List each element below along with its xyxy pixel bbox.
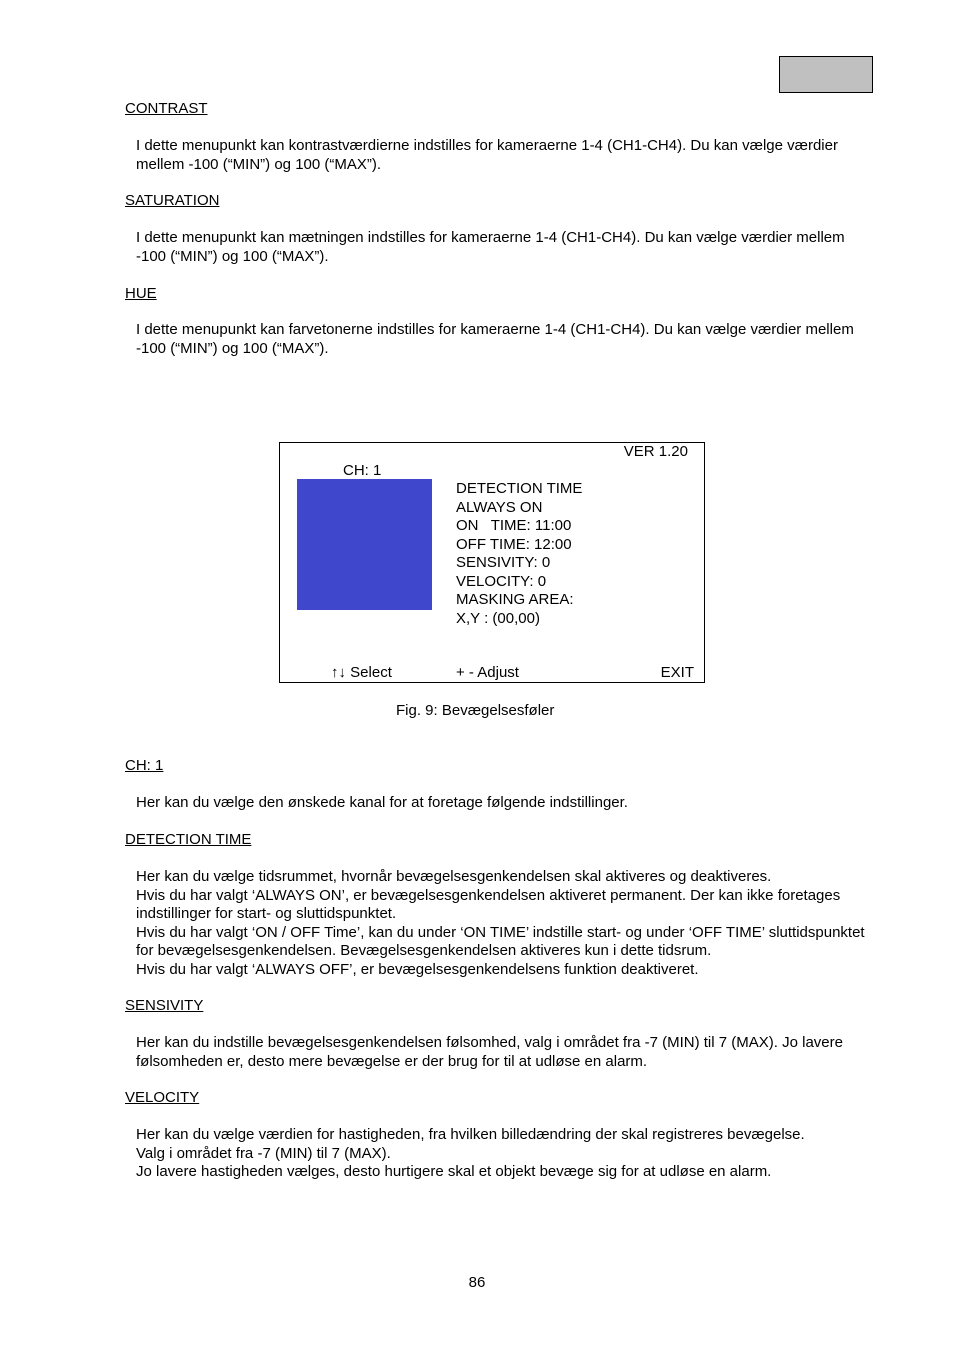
osd-footer-exit: EXIT — [660, 664, 694, 681]
heading-sensivity: SENSIVITY — [125, 997, 204, 1014]
osd-footer-adjust: + - Adjust — [456, 664, 519, 681]
saturation-text: I dette menupunkt kan mætningen indstilles for kameraerne 1-4 (CH1-CH4). Du kan vælge værdier mellem -100 (“MIN”) og 100 (“MAX”). — [136, 229, 845, 265]
osd-motion-detection-screen — [279, 442, 705, 683]
osd-footer-select: ↑↓ Select — [331, 664, 392, 681]
osd-menu-item: X,Y : (00,00) — [456, 609, 540, 627]
contrast-text: I dette menupunkt kan kontrastværdierne indstilles for kameraerne 1-4 (CH1-CH4). Du kan vælge værdier mellem -100 (“MIN”) og 100 (“MAX”). — [136, 137, 838, 173]
sensivity-text: Her kan du indstille bevægelsesgenkendelsen følsomhed, valg i området fra -7 (MIN) til 7 (MAX). Jo lavere følsomheden er, desto mere bevægelse er der brug for til at udløse en alarm. — [136, 1034, 843, 1070]
detection-time-text: Her kan du vælge tidsrummet, hvornår bevægelsesgenkendelsen skal aktiveres og deaktiveres. Hvis du har valgt ‘ALWAYS ON’, er bevægelsesgenkendelsen aktiveret permanent. Der kan ikke foretages indstillinger for start- og sluttidspunktet. Hvis du har valgt ‘ON / OFF Time’, kan du under ‘ON TIME’ indstille start- og under ‘OFF TIME’ sluttidspunktet for bevægelsesgenkendelsen. Bevægelsesgenkendelsen aktiveres kun i dette tidsrum. Hvis du har valgt ‘ALWAYS OFF’, er bevægelsesgenkendelsens funktion deaktiveret. — [136, 868, 865, 978]
osd-version: VER 1.20 — [623, 443, 688, 460]
osd-menu-item: SENSIVITY: 0 — [456, 554, 551, 571]
heading-velocity: VELOCITY — [125, 1089, 200, 1106]
osd-menu-item: ALWAYS ON — [456, 498, 543, 516]
heading-hue: HUE — [125, 285, 157, 302]
heading-saturation: SATURATION — [125, 192, 220, 209]
page-number: 86 — [468, 1274, 486, 1291]
osd-channel-label: CH: 1 — [343, 462, 382, 479]
osd-menu-item: MASKING AREA: — [456, 591, 574, 608]
osd-camera-preview — [297, 479, 432, 610]
osd-menu-item: DETECTION TIME — [456, 480, 583, 497]
figure-caption: Fig. 9: Bevægelsesføler — [396, 702, 555, 719]
velocity-text: Her kan du vælge værdien for hastigheden, fra hvilken billedændring der skal registreres bevægelse. Valg i området fra -7 (MIN) til 7 (MAX). Jo lavere hastigheden vælges, desto hurtigere skal et objekt bevæge sig for at udløse en alarm. — [136, 1126, 805, 1180]
heading-contrast: CONTRAST — [125, 100, 208, 117]
heading-ch1: CH: 1 — [125, 757, 164, 774]
hue-text: I dette menupunkt kan farvetonerne indstilles for kameraerne 1-4 (CH1-CH4). Du kan vælge værdier mellem -100 (“MIN”) og 100 (“MAX”). — [136, 321, 854, 357]
osd-menu-item: VELOCITY: 0 — [456, 572, 547, 590]
header-tab-box — [779, 56, 873, 93]
osd-menu-item: OFF TIME: 12:00 — [456, 535, 572, 553]
ch1-text: Her kan du vælge den ønskede kanal for at foretage følgende indstillinger. — [136, 794, 628, 811]
heading-detection-time: DETECTION TIME — [125, 831, 252, 848]
osd-menu-item: ON TIME: 11:00 — [456, 517, 572, 534]
